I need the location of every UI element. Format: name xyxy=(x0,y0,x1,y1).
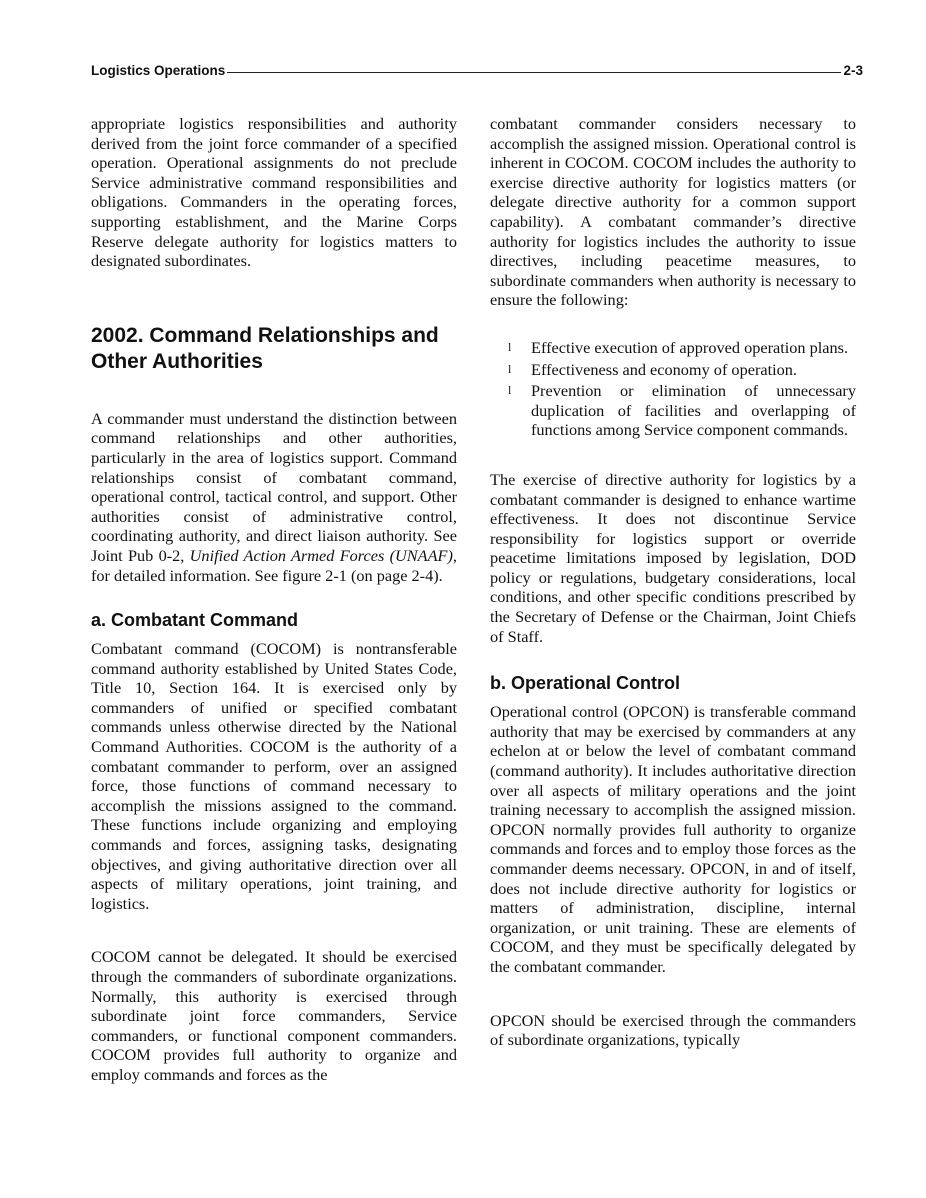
page-number: 2-3 xyxy=(843,62,863,78)
directive-paragraph: The exercise of directive authority for logistics by a combatant commander is designed to enhance wartime effectiveness. It does not discontinue Service responsibility for logistics support or override peacetime limitations imposed by legislation, DOD policy or regulations, budgetary considerations, local conditions, and other specific conditions prescribed by the Secretary of Defense or the Chairman, Joint Chiefs of Staff. xyxy=(490,469,856,646)
bullet-text: Effective execution of approved operation plans. xyxy=(531,337,849,357)
bullet-text: Effectiveness and economy of operation. xyxy=(531,359,797,379)
bullet-icon: l xyxy=(508,361,512,376)
cocom-paragraph-2: COCOM cannot be delegated. It should be exercised through the commanders of subordinate organizations. Normally, this authority is exercised through subordinate joint force commanders, Service commanders, or functional component commanders. COCOM provides full authority to organize and employ commands and forces as the xyxy=(91,947,457,1084)
opcon-paragraph-1: Operational control (OPCON) is transferable command authority that may be exercised by commanders at any echelon at or below the level of combatant command (command authority). It includes authoritative direction over all aspects of military operations and the joint training necessary to accomplish the assigned mission. OPCON normally provides full authority to organize commands and forces and to employ those forces as the commander deems necessary. OPCON, in and of itself, does not include directive authority for logistics or matters of administration, discipline, internal organization, or unit training. These are elements of COCOM, and they must be specifically delegated by the combatant commander. xyxy=(490,702,856,976)
opcon-paragraph-2: OPCON should be exercised through the commanders of subordinate organizations, typically xyxy=(490,1010,856,1050)
intro-paragraph: appropriate logistics responsibilities and authority derived from the joint force commander of a specified operation. Operational assignments do not preclude Service administrative command responsibilities and obligations. Commanders in the operating forces, supporting establishment, and the Marine Corps Reserve delegate authority for logistics matters to designated subordinates. xyxy=(91,114,457,271)
bullet-item xyxy=(490,338,856,358)
bullet-item xyxy=(490,381,856,440)
subheading-combatant-command: a. Combatant Command xyxy=(91,610,299,631)
running-header xyxy=(91,60,863,80)
section-paragraph-text: A commander must understand the distinction between command relationships and other authorities, particularly in the area of logistics support. Command relationships consist of combatant command, operational control, tactical control, and support. Other authorities consist of administrative control, coordinating authority, and direct liaison authority. See Joint Pub 0-2, xyxy=(91,408,457,565)
section-heading: 2002. Command Relationships and Other Authorities xyxy=(91,323,439,373)
section-paragraph xyxy=(91,409,457,585)
subheading-operational-control: b. Operational Control xyxy=(490,673,681,694)
left-column xyxy=(91,114,457,1085)
bullet-icon: l xyxy=(508,383,512,398)
header-rule xyxy=(227,72,841,73)
bullet-icon: l xyxy=(508,339,512,354)
cocom-paragraph-1: Combatant command (COCOM) is nontransferable command authority established by United States Code, Title 10, Section 164. It is exercised only by commanders of unified or specified combatant commands unless otherwise directed by the National Command Authorities. COCOM is the authority of a combatant commander to perform, over an assigned force, those functions of command necessary to accomplish the missions assigned to the command. These functions include organizing and employing commands and forces, assigning tasks, designating objectives, and giving authoritative direction over all aspects of military operations, joint training, and logistics. xyxy=(91,639,457,913)
header-title: Logistics Operations xyxy=(91,62,226,78)
section-paragraph-text-end: , for detailed information. See figure 2-1 (on page 2-4). xyxy=(91,545,457,585)
bullet-item xyxy=(490,360,856,380)
right-column xyxy=(490,114,856,1050)
publication-title: Unified Action Armed Forces (UNAAF) xyxy=(189,545,453,565)
right-intro-paragraph: combatant commander considers necessary to accomplish the assigned mission. Operational control is inherent in COCOM. COCOM includes the authority to exercise directive authority for logistics matters (or delegate directive authority for a common support capability). A combatant commander’s directive authority for logistics includes the authority to issue directives, including peacetime measures, to subordinate commanders when authority is necessary to ensure the following: xyxy=(490,114,856,310)
bullet-list xyxy=(490,338,856,440)
bullet-text: Prevention or elimination of unnecessary duplication of facilities and overlapping of functions among Service component commands. xyxy=(531,381,856,440)
